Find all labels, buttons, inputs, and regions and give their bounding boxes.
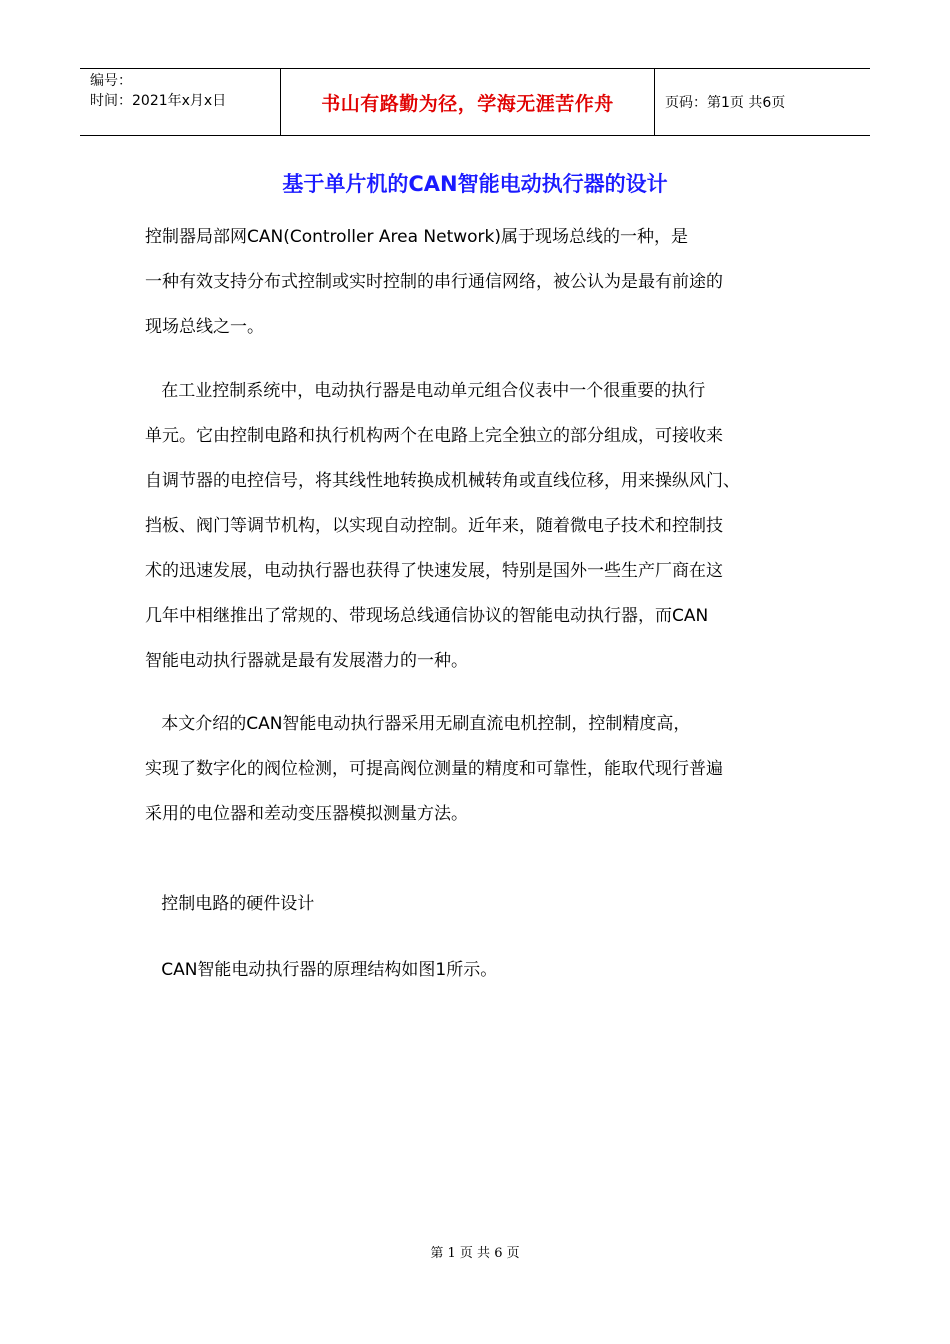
paragraph-this-article — [145, 702, 815, 837]
paragraph-line: 控制器局部网CAN(Controller Area Network)属于现场总线的一种，是 — [145, 227, 689, 247]
header-meta-cell — [80, 69, 281, 135]
paragraph-line: 在工业控制系统中，电动执行器是电动单元组合仪表中一个很重要的执行 — [145, 381, 706, 401]
paragraph-line: 几年中相继推出了常规的、带现场总线通信协议的智能电动执行器，而CAN — [145, 606, 709, 626]
paragraph-figure-reference — [145, 948, 815, 993]
document-title: 基于单片机的CAN智能电动执行器的设计 — [282, 172, 668, 196]
paragraph-line: 挡板、阀门等调节机构，以实现自动控制。近年来，随着微电子技术和控制技 — [145, 516, 723, 536]
header-motto: 书山有路勤为径，学海无涯苦作舟 — [281, 69, 655, 135]
paragraph-intro — [145, 215, 815, 350]
paragraph-line: 术的迅速发展，电动执行器也获得了快速发展，特别是国外一些生产厂商在这 — [145, 561, 723, 581]
document-header — [80, 68, 870, 136]
paragraph-line: 现场总线之一。 — [145, 317, 264, 337]
section-heading-hardware — [145, 882, 815, 927]
paragraph-line: CAN智能电动执行器的原理结构如图1所示。 — [145, 960, 498, 980]
document-date-label: 时间：2021年x月x日 — [90, 93, 227, 109]
paragraph-line: 一种有效支持分布式控制或实时控制的串行通信网络，被公认为是最有前途的 — [145, 272, 723, 292]
page-footer: 第 1 页 共 6 页 — [430, 1246, 520, 1261]
paragraph-line: 控制电路的硬件设计 — [145, 894, 315, 914]
paragraph-line: 采用的电位器和差动变压器模拟测量方法。 — [145, 804, 468, 824]
document-number-label: 编号： — [90, 73, 132, 89]
paragraph-industrial-control — [145, 369, 815, 684]
header-page-info: 页码：第1页 共6页 — [665, 95, 786, 111]
paragraph-line: 单元。它由控制电路和执行机构两个在电路上完全独立的部分组成，可接收来 — [145, 426, 723, 446]
paragraph-line: 自调节器的电控信号，将其线性地转换成机械转角或直线位移，用来操纵风门、 — [145, 471, 740, 491]
paragraph-line: 本文介绍的CAN智能电动执行器采用无刷直流电机控制，控制精度高， — [145, 714, 691, 734]
paragraph-line: 实现了数字化的阀位检测，可提高阀位测量的精度和可靠性，能取代现行普遍 — [145, 759, 723, 779]
paragraph-line: 智能电动执行器就是最有发展潜力的一种。 — [145, 651, 468, 671]
